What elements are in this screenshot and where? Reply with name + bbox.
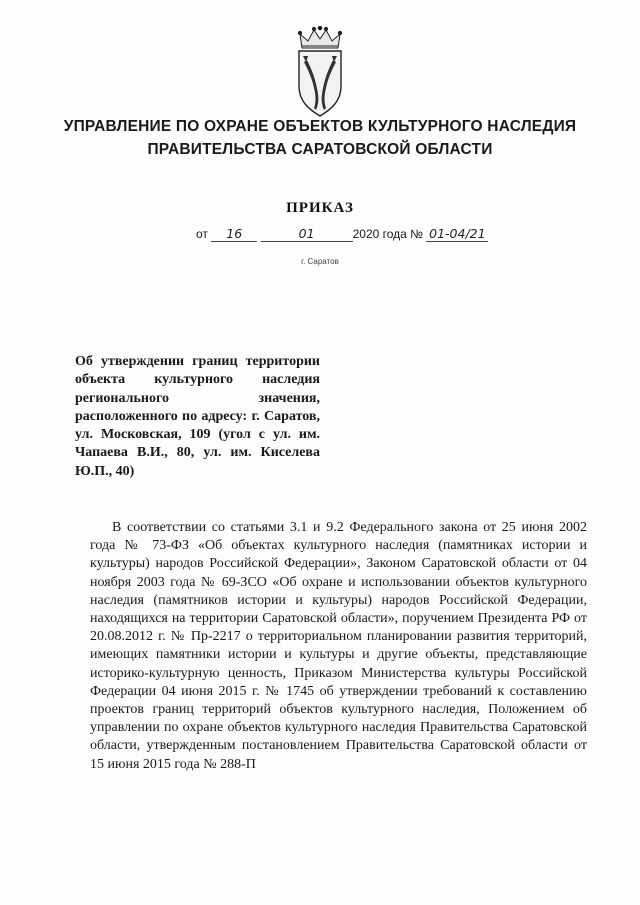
date-prefix: от — [196, 227, 208, 241]
saratov-coat-of-arms-icon — [294, 26, 346, 118]
order-subject: Об утверждении границ территории объекта культурного наследия регионального значения, расположенного по адресу: г. Саратов, ул. Московская, 109 (угол с ул. им. Чапаева В.И., 80, ул. им. Киселева Ю.П., 40) — [75, 354, 320, 479]
date-day: 16 — [211, 227, 257, 242]
org-name-line2: ПРАВИТЕЛЬСТВА САРАТОВСКОЙ ОБЛАСТИ — [147, 141, 493, 158]
order-body-paragraph: В соответствии со статьями 3.1 и 9.2 Федерального закона от 25 июня 2002 года № 73-ФЗ «Об объектах культурного наследия (памятниках истории и культуры) народов Российской Федерации», Законом Саратовской области от 04 ноября 2003 года № 69-ЗСО «Об охране и использовании объектов культурного наследия (памятников истории и культуры) народов Российской Федерации, находящихся на территории Саратовской области», поручением Президента РФ от 20.08.2012 г. № Пр-2217 о территориальном планировании развития территорий, имеющих памятники истории и культуры и другие объекты, представляющие историко-культурную ценность, Приказом Министерства культуры Российской Федерации 04 июня 2015 г. № 1745 об утверждении требований к составлению проектов границ территорий объектов культурного наследия, Положением об управлении по охране объектов культурного наследия Правительства Саратовской области, утвержденным постановлением Правительства Саратовской области от 15 июня 2015 года № 288-П — [90, 520, 587, 772]
date-number-line — [196, 227, 488, 242]
city-label: г. Саратов — [301, 257, 339, 266]
document-type-title: ПРИКАЗ — [286, 200, 354, 216]
date-month: 01 — [261, 227, 353, 242]
document-number: 01-04/21 — [426, 227, 488, 242]
org-name-line1: УПРАВЛЕНИЕ ПО ОХРАНЕ ОБЪЕКТОВ КУЛЬТУРНОГО НАСЛЕДИЯ — [63, 118, 577, 135]
date-year-text: 2020 года № — [352, 227, 424, 241]
